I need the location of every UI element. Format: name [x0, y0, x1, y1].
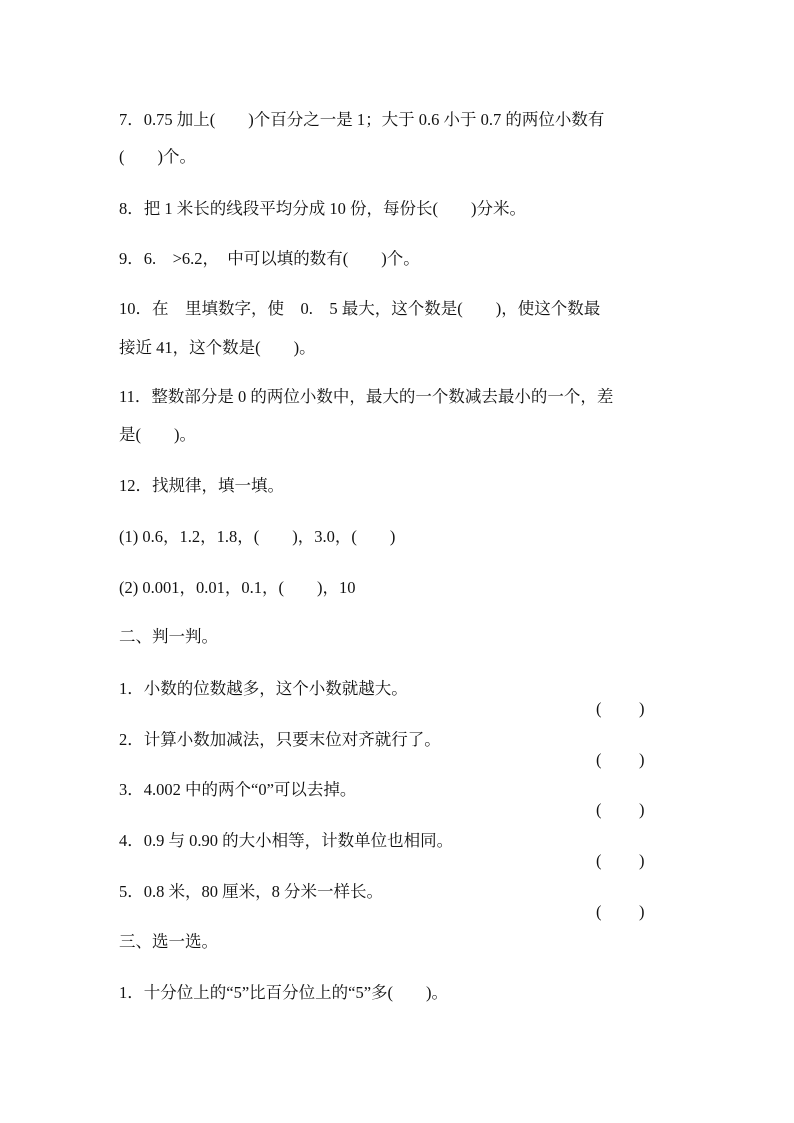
question-11-line-1: 11．整数部分是 0 的两位小数中，最大的一个数减去最小的一个，差	[119, 387, 614, 406]
judge-item-2: 2．计算小数加减法，只要末位对齐就行了。	[119, 730, 441, 749]
question-10-line-2: 接近 41，这个数是( )。	[119, 338, 316, 357]
question-7-line-1: 7．0.75 加上( )个百分之一是 1；大于 0.6 小于 0.7 的两位小数有	[119, 110, 605, 129]
question-9: 9．6. >6.2， 中可以填的数有( )个。	[119, 249, 420, 268]
judge-answer-1[interactable]: ( )	[596, 699, 645, 718]
judge-answer-5[interactable]: ( )	[596, 902, 645, 921]
question-12-title: 12．找规律，填一填。	[119, 476, 284, 495]
section-3-heading: 三、选一选。	[119, 932, 218, 951]
judge-answer-3[interactable]: ( )	[596, 800, 645, 819]
question-12-sub-2: (2) 0.001，0.01，0.1，( )，10	[119, 578, 356, 597]
question-12-sub-1: (1) 0.6，1.2，1.8，( )，3.0，( )	[119, 527, 396, 546]
judge-item-5: 5．0.8 米，80 厘米，8 分米一样长。	[119, 882, 383, 901]
question-10-line-1: 10．在 里填数字，使 0. 5 最大，这个数是( )，使这个数最	[119, 299, 601, 318]
judge-item-4: 4．0.9 与 0.90 的大小相等，计数单位也相同。	[119, 831, 454, 850]
judge-answer-4[interactable]: ( )	[596, 851, 645, 870]
question-7-line-2: ( )个。	[119, 147, 196, 166]
choose-item-1: 1．十分位上的“5”比百分位上的“5”多( )。	[119, 983, 449, 1002]
judge-item-1: 1．小数的位数越多，这个小数就越大。	[119, 679, 408, 698]
question-11-line-2: 是( )。	[119, 425, 196, 444]
judge-answer-2[interactable]: ( )	[596, 750, 645, 769]
question-8: 8．把 1 米长的线段平均分成 10 份，每份长( )分米。	[119, 199, 526, 218]
judge-item-3: 3．4.002 中的两个“0”可以去掉。	[119, 780, 357, 799]
section-2-heading: 二、判一判。	[119, 627, 218, 646]
